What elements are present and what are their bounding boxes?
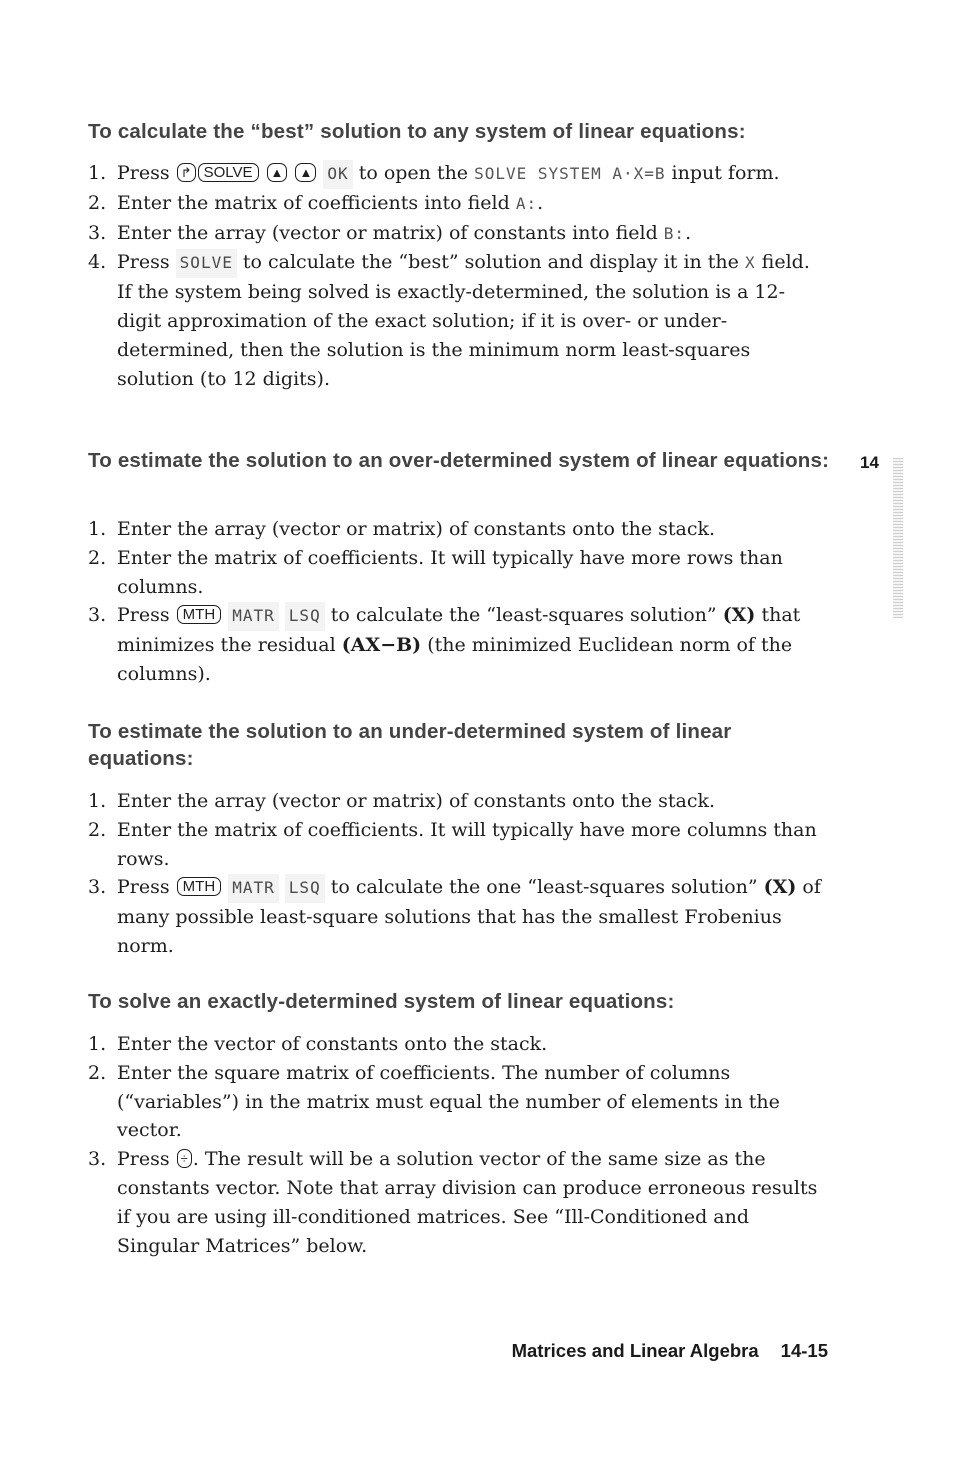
- step-item: [88, 515, 828, 544]
- steps-exactly-determined: [88, 1030, 828, 1260]
- step-item: [88, 601, 828, 688]
- field-name: B:: [663, 223, 686, 243]
- step-text: Enter the matrix of coefficients. It will typically have more rows than columns.: [117, 546, 783, 598]
- step-number: 3.: [88, 221, 107, 244]
- lsq-softkey: LSQ: [285, 874, 325, 903]
- step-text: field. If the system being solved is exactly-determined, the solution is a 12-digit approximation of the exact solution; if it is over- or under-determined, then the solution is the minimum norm least-squares solution (to 12 digits).: [117, 251, 810, 390]
- step-text: Press: [117, 162, 170, 184]
- step-text: Enter the array (vector or matrix) of constants into field: [117, 221, 658, 244]
- step-item: [88, 189, 828, 219]
- chapter-thumb-strip: [893, 458, 903, 618]
- step-text: (the minimized Euclidean norm of the columns).: [117, 634, 793, 685]
- step-number: 3.: [88, 1148, 107, 1171]
- page-number: 14-15: [780, 1340, 828, 1361]
- step-item: [88, 1059, 828, 1145]
- section-heading-under-determined: To estimate the solution to an under-determined system of linear equations:: [88, 720, 732, 770]
- step-number: 2.: [88, 546, 107, 569]
- step-text: Enter the vector of constants onto the stack.: [117, 1033, 548, 1055]
- section-heading-best-solution: To calculate the “best” solution to any system of linear equations:: [88, 120, 746, 143]
- step-number: 1.: [88, 790, 107, 812]
- field-name: A:: [515, 193, 538, 213]
- step-text: Press: [117, 876, 170, 899]
- ok-softkey: OK: [323, 160, 352, 189]
- step-number: 3.: [88, 876, 107, 899]
- step-text: to open the: [358, 162, 469, 184]
- section-heading-exactly-determined: To solve an exactly-determined system of linear equations:: [88, 990, 675, 1013]
- section-heading-over-determined: To estimate the solution to an over-determined system of linear equations:: [88, 449, 830, 472]
- footer-chapter-title: Matrices and Linear Algebra: [511, 1340, 759, 1361]
- step-text: .: [685, 221, 692, 244]
- solution-symbol: (X): [722, 604, 756, 627]
- step-number: 4.: [88, 251, 107, 274]
- solve-key: SOLVE: [198, 163, 259, 182]
- lsq-softkey: LSQ: [285, 602, 325, 631]
- step-text: of many possible least-square solutions that has the smallest Frobenius norm.: [117, 876, 821, 957]
- matr-softkey: MATR: [228, 602, 279, 631]
- steps-best-solution: [88, 159, 828, 393]
- matr-softkey: MATR: [228, 874, 279, 903]
- step-text: Enter the square matrix of coefficients. The number of columns (“variables”) in the matrix must equal the number of elements in the vector.: [117, 1061, 780, 1142]
- step-item: [88, 816, 828, 874]
- mth-key: MTH: [177, 877, 222, 896]
- step-text: Enter the array (vector or matrix) of constants onto the stack.: [117, 518, 716, 540]
- step-text: . The result will be a solution vector of the same size as the constants vector. Note that array division can produce erroneous results if you are using ill-conditioned matrices. See “Ill-Conditioned and Singular Matrices” below.: [117, 1148, 818, 1257]
- step-text: to calculate the “best” solution and display it in the: [242, 251, 739, 274]
- step-number: 1.: [88, 518, 107, 540]
- step-number: 3.: [88, 604, 107, 627]
- step-item: [88, 248, 828, 393]
- solve-softkey: SOLVE: [176, 249, 237, 278]
- step-number: 2.: [88, 818, 107, 841]
- step-number: 2.: [88, 1061, 107, 1084]
- steps-over-determined: [88, 515, 828, 689]
- step-text: Press: [117, 604, 170, 627]
- step-item: [88, 159, 828, 189]
- step-text: Press: [117, 251, 170, 274]
- step-item: [88, 544, 828, 602]
- step-text: input form.: [671, 162, 780, 184]
- step-text: to calculate the “least-squares solution”: [330, 604, 717, 627]
- field-name: X: [744, 253, 756, 273]
- step-text: Enter the array (vector or matrix) of constants onto the stack.: [117, 790, 716, 812]
- up-arrow-key-icon: ▲: [295, 163, 316, 182]
- step-text: .: [537, 191, 544, 214]
- step-text: Enter the matrix of coefficients into field: [117, 191, 510, 214]
- step-item: [88, 1030, 828, 1059]
- step-item: [88, 1145, 828, 1260]
- solution-symbol: (X): [763, 876, 797, 899]
- up-arrow-key-icon: ▲: [267, 163, 288, 182]
- divide-key-icon: ÷: [177, 1149, 192, 1168]
- step-item: [88, 873, 828, 960]
- step-number: 2.: [88, 191, 107, 214]
- residual-expression: (AX−B): [341, 634, 422, 657]
- step-item: [88, 219, 828, 249]
- right-shift-key-icon: ↱: [177, 163, 196, 182]
- step-number: 1.: [88, 162, 107, 184]
- step-text: to calculate the one “least-squares solution”: [330, 876, 758, 899]
- page-footer: [512, 1340, 828, 1362]
- steps-under-determined: [88, 787, 828, 961]
- step-text: Enter the matrix of coefficients. It will typically have more columns than rows.: [117, 818, 817, 870]
- step-text: Press: [117, 1148, 170, 1171]
- step-number: 1.: [88, 1033, 107, 1055]
- step-item: [88, 787, 828, 816]
- input-form-title: SOLVE SYSTEM A·X=B: [474, 164, 666, 183]
- step-text: that minimizes the residual: [117, 604, 801, 657]
- chapter-tab-number: 14: [860, 453, 879, 472]
- mth-key: MTH: [177, 605, 222, 624]
